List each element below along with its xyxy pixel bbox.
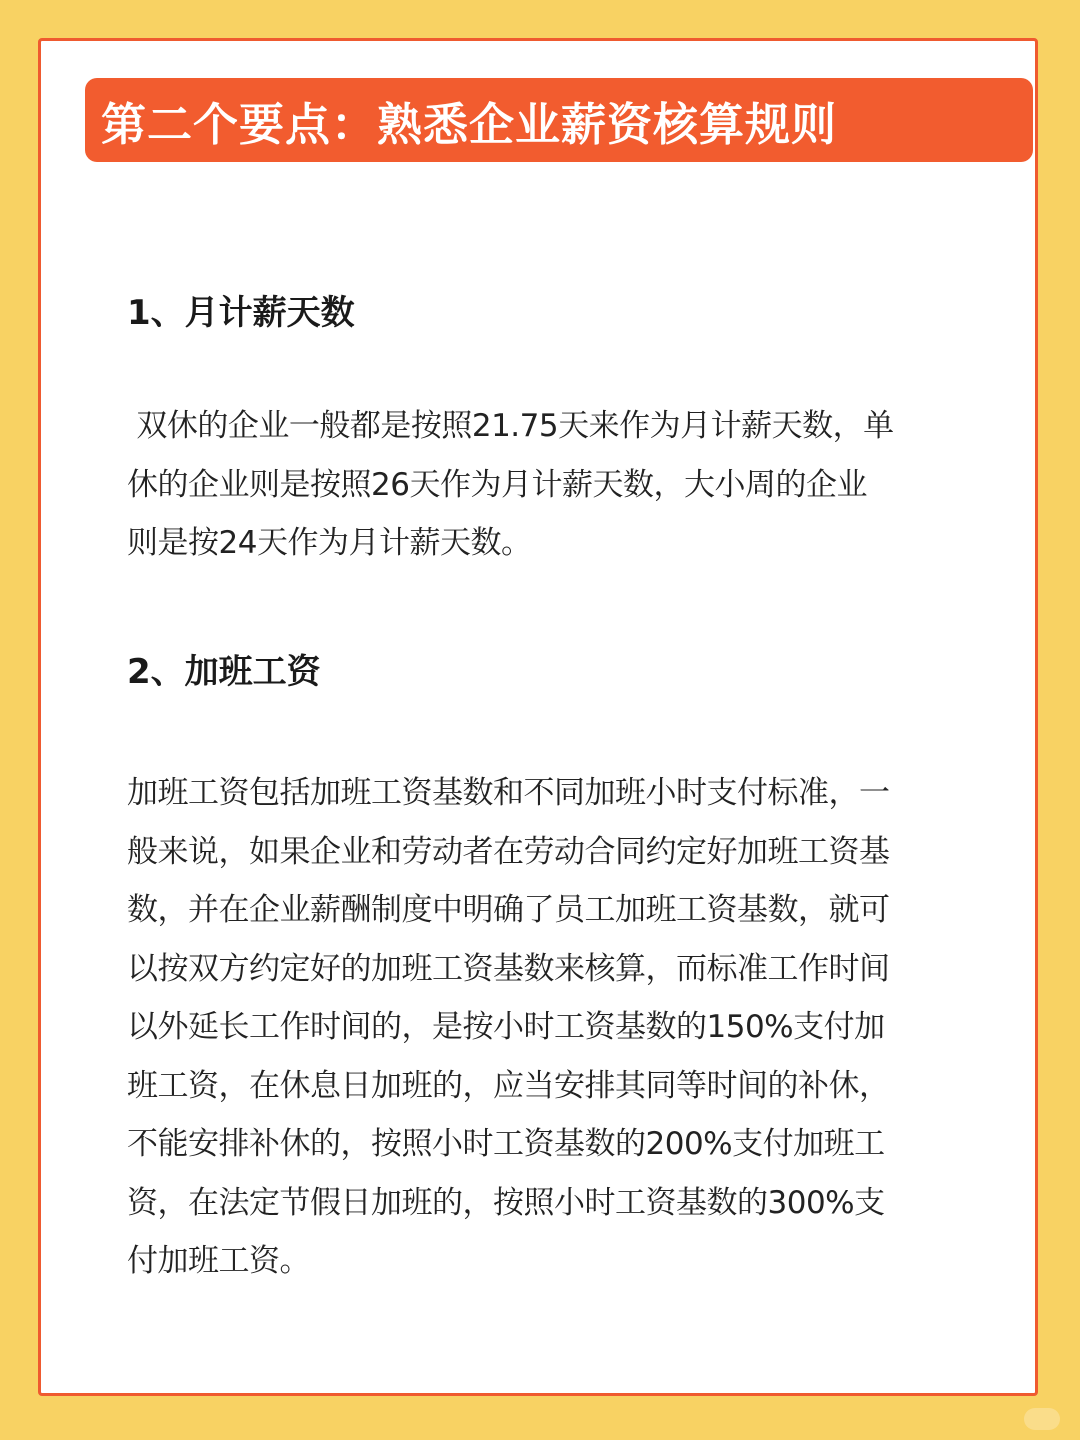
content-card: [38, 38, 1038, 1396]
section-heading-overtime: 2、加班工资: [127, 652, 321, 692]
section-heading-monthly-days: 1、月计薪天数: [127, 293, 355, 333]
section-body-overtime: 加班工资包括加班工资基数和不同加班小时支付标准，一 般来说，如果企业和劳动者在劳动合同约定好加班工资基 数，并在企业薪酬制度中明确了员工加班工资基数，就可 以按双方约定好的加班工资基数来核算，而标准工作时间 以外延长工作时间的，是按小时工资基数的150%支付加 班工资，在休息日加班的，应当安排其同等时间的补休， 不能安排补休的，按照小时工资基数的200%支付加班工 资，在法定节假日加班的，按照小时工资基数的300%支 付加班工资。: [127, 775, 890, 1279]
section-body-monthly-days: 双休的企业一般都是按照21.75天来作为月计薪天数，单 休的企业则是按照26天作为月计薪天数，大小周的企业 则是按24天作为月计薪天数。: [127, 408, 894, 561]
title-banner: [85, 78, 1033, 162]
watermark-shape: [1024, 1408, 1060, 1430]
page-title: 第二个要点：熟悉企业薪资核算规则: [101, 97, 838, 151]
